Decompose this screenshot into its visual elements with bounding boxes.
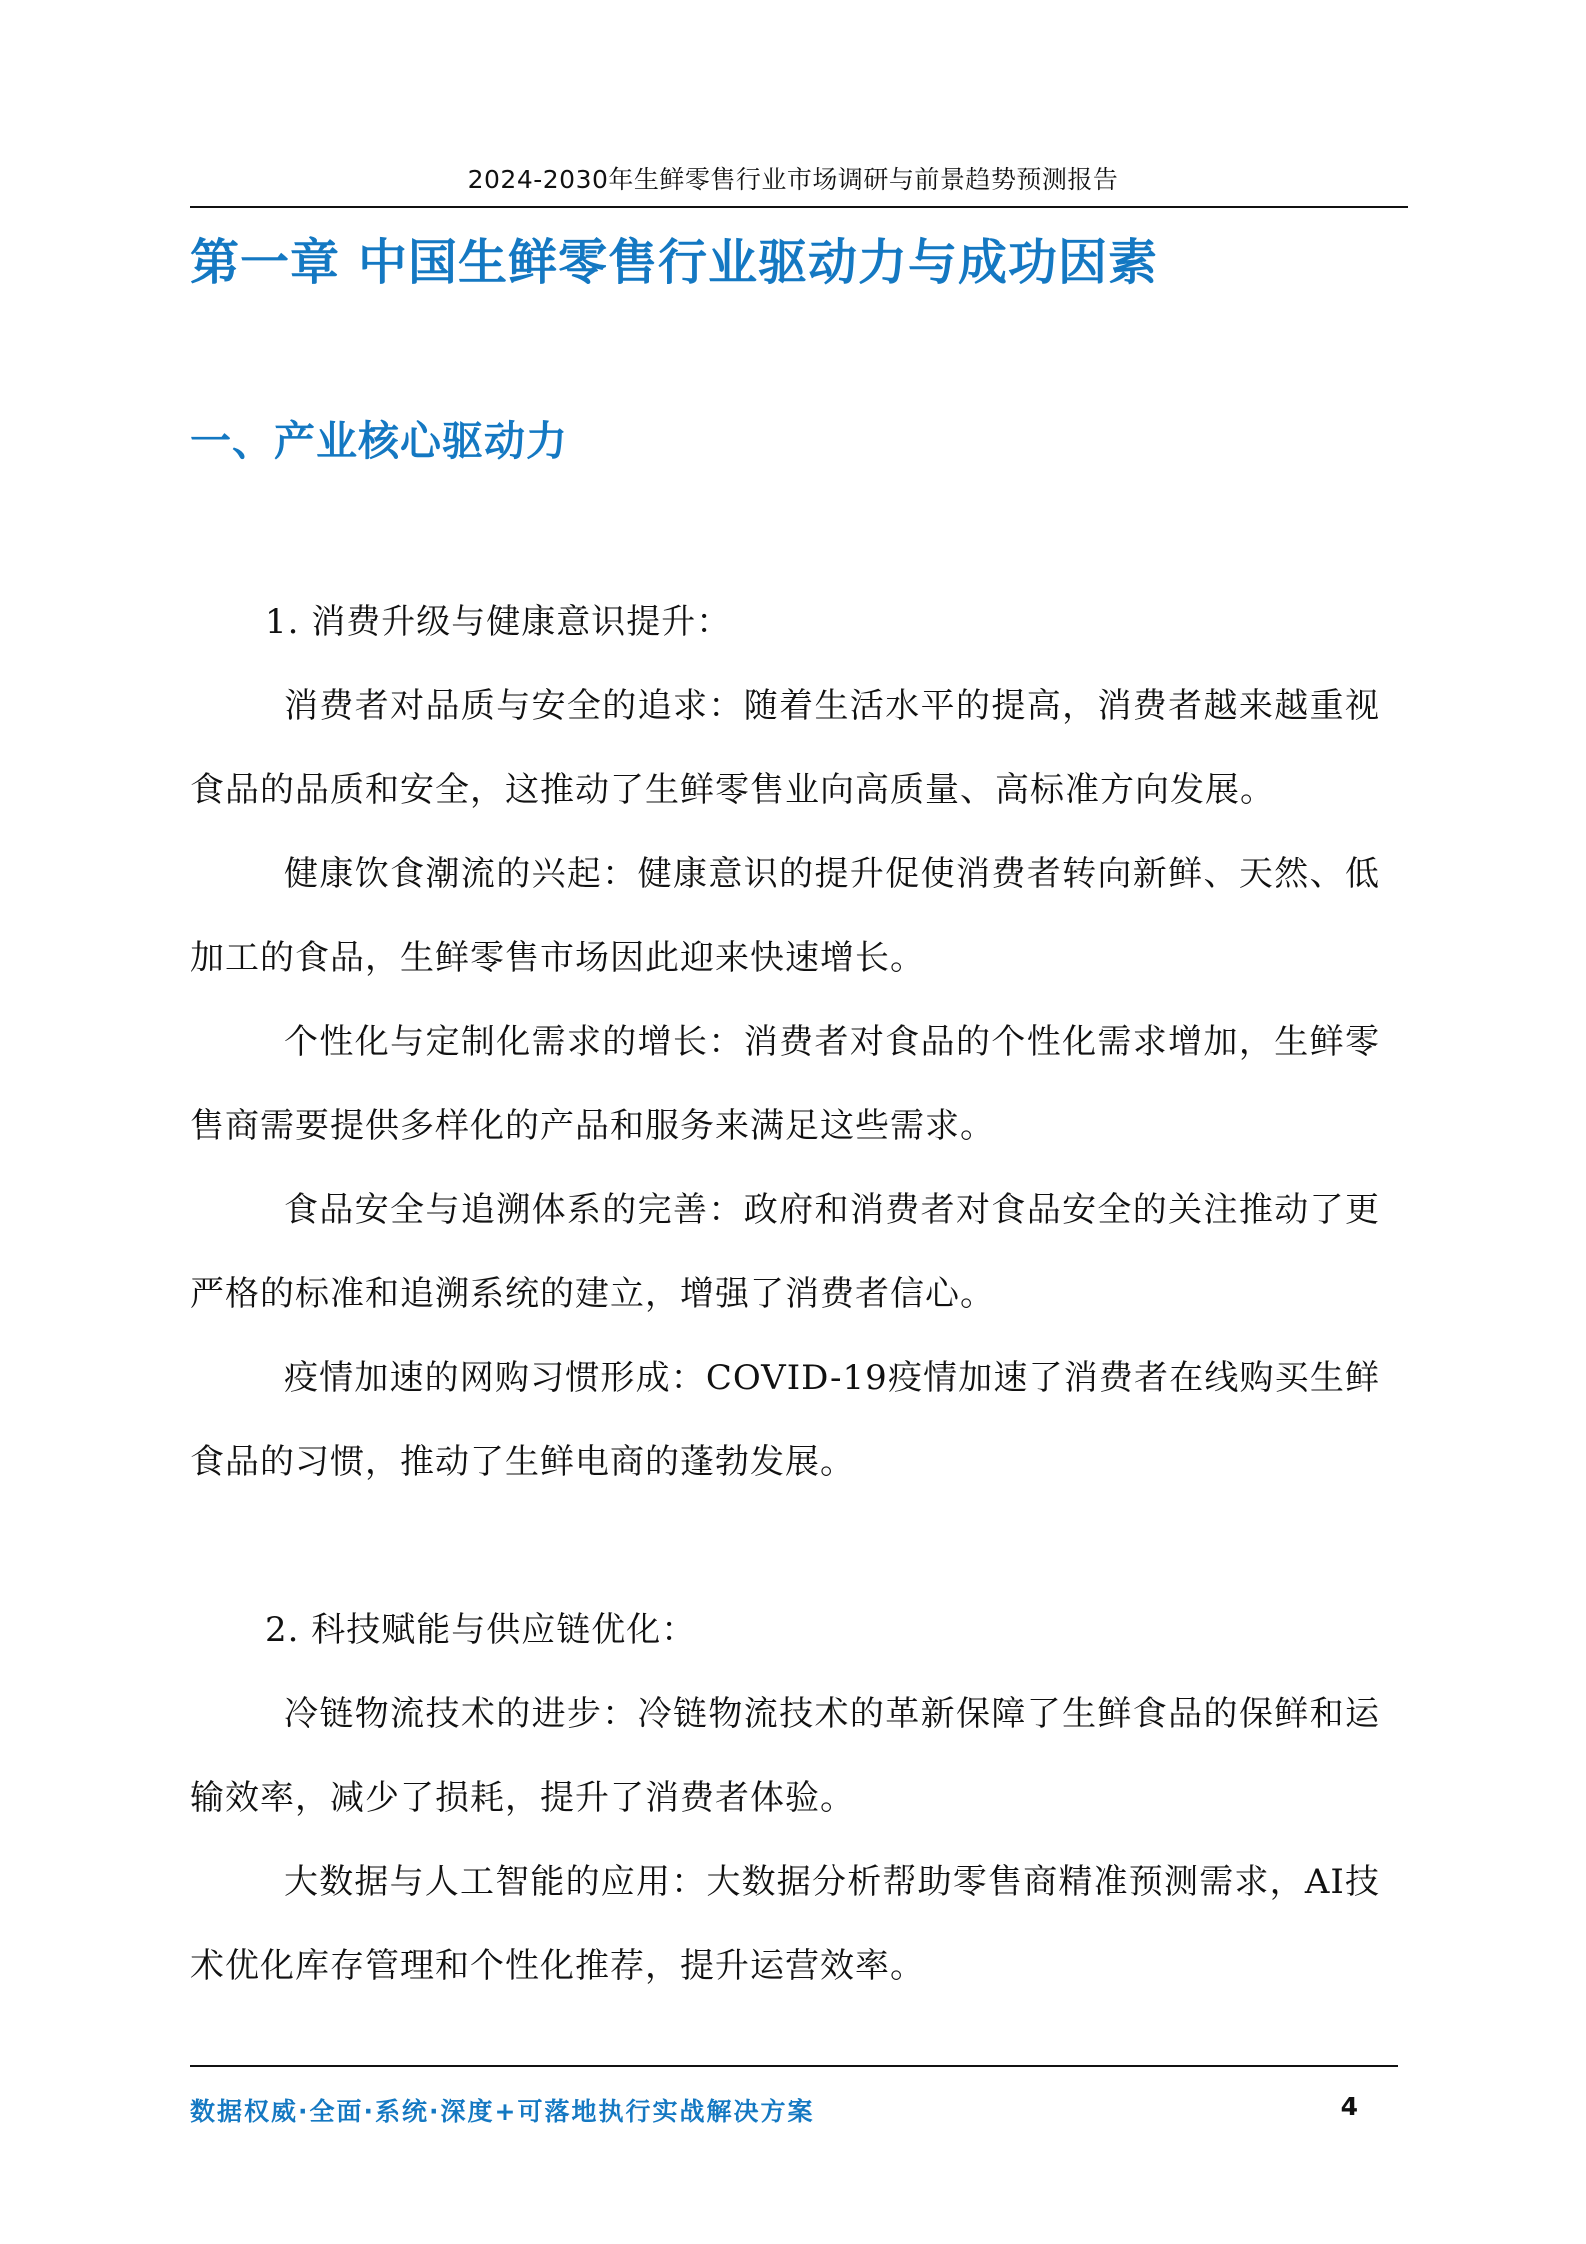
body-content: [190, 580, 1380, 2008]
header-divider: [190, 206, 1408, 208]
paragraph: 冷链物流技术的进步：冷链物流技术的革新保障了生鲜食品的保鲜和运输效率，减少了损耗，提升了消费者体验。: [190, 1694, 1380, 1818]
paragraph: 疫情加速的网购习惯形成：COVID-19疫情加速了消费者在线购买生鲜食品的习惯，推动了生鲜电商的蓬勃发展。: [190, 1358, 1380, 1482]
running-header: 2024-2030年生鲜零售行业市场调研与前景趋势预测报告: [467, 165, 1119, 194]
paragraph: 食品安全与追溯体系的完善：政府和消费者对食品安全的关注推动了更严格的标准和追溯系统的建立，增强了消费者信心。: [190, 1190, 1380, 1314]
section-spacer: [190, 1504, 1380, 1588]
footer-divider: [190, 2065, 1398, 2067]
paragraph: 消费者对品质与安全的追求：随着生活水平的提高，消费者越来越重视食品的品质和安全，这推动了生鲜零售业向高质量、高标准方向发展。: [190, 686, 1380, 810]
paragraph: 大数据与人工智能的应用：大数据分析帮助零售商精准预测需求，AI技术优化库存管理和个性化推荐，提升运营效率。: [190, 1862, 1380, 1986]
chapter-title: 第一章 中国生鲜零售行业驱动力与成功因素: [190, 234, 1159, 291]
item-heading-2: 2. 科技赋能与供应链优化：: [265, 1610, 697, 1650]
section-title: 一、产业核心驱动力: [190, 417, 568, 465]
footer-slogan: 数据权威·全面·系统·深度+可落地执行实战解决方案: [190, 2097, 815, 2126]
paragraph: 个性化与定制化需求的增长：消费者对食品的个性化需求增加，生鲜零售商需要提供多样化的产品和服务来满足这些需求。: [190, 1022, 1380, 1146]
item-heading-1: 1. 消费升级与健康意识提升：: [265, 602, 732, 642]
page-number: 4: [1340, 2092, 1358, 2121]
paragraph: 健康饮食潮流的兴起：健康意识的提升促使消费者转向新鲜、天然、低加工的食品，生鲜零售市场因此迎来快速增长。: [190, 854, 1380, 978]
